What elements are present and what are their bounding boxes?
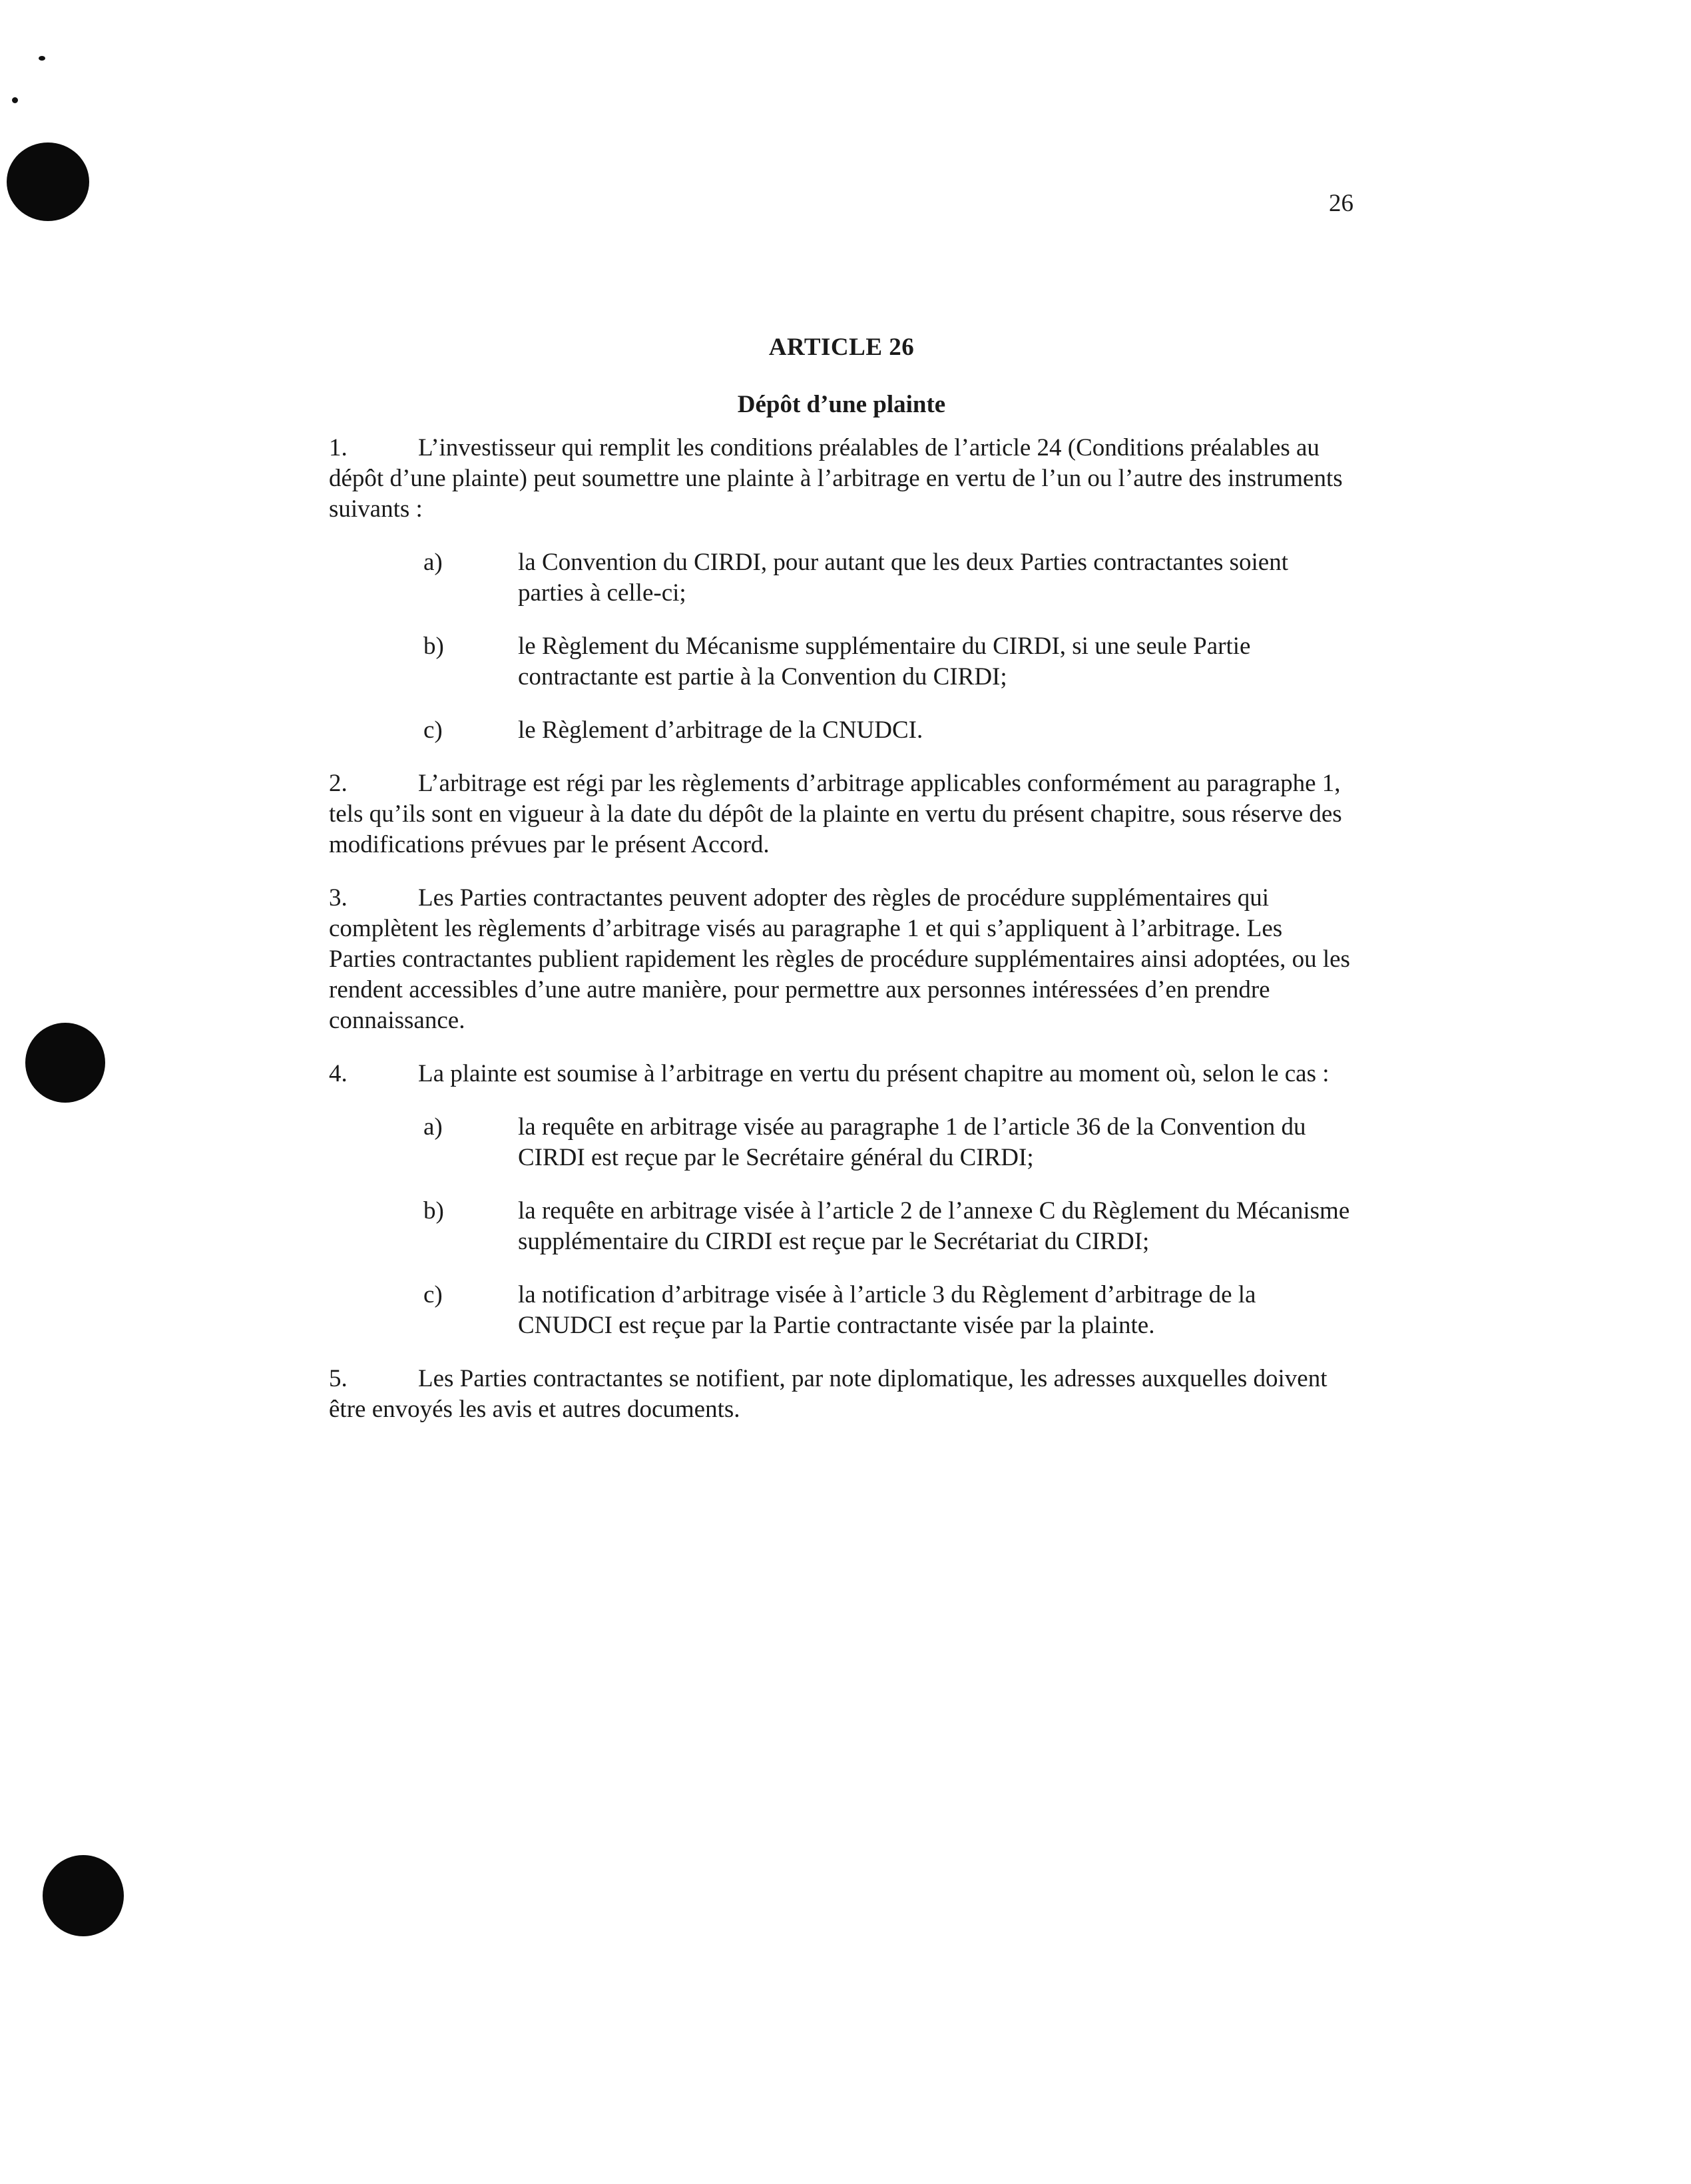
article-title: ARTICLE 26 [768, 334, 915, 361]
list-item [329, 1280, 1354, 1341]
paragraph-4-items [329, 1112, 1354, 1341]
list-item [329, 547, 1354, 609]
item-marker: b) [423, 1197, 444, 1225]
scan-speck [12, 97, 18, 103]
item-marker: a) [423, 1113, 443, 1141]
paragraph-3 [329, 883, 1354, 1036]
paragraph-text: L’arbitrage est régi par les règlements d’arbitrage applicables conformément au paragraphe 1, tels qu’ils sont en vigueur à la date du dépôt de la plainte en vertu du présent chapitre, sous réserve des modifications prévues par le présent Accord. [329, 770, 1342, 858]
document-body [329, 333, 1354, 1448]
item-text: le Règlement du Mécanisme supplémentaire du CIRDI, si une seule Partie contractante est partie à la Convention du CIRDI; [518, 633, 1251, 690]
paragraph-text: L’investisseur qui remplit les conditions préalables de l’article 24 (Conditions préalables au dépôt d’une plainte) peut soumettre une plainte à l’arbitrage en vertu de l’un ou l’autre des instruments suivants : [329, 434, 1343, 523]
article-subtitle: Dépôt d’une plainte [737, 391, 946, 418]
punch-hole-bottom [43, 1855, 124, 1936]
list-item [329, 1196, 1354, 1257]
paragraph-number: 4. [329, 1060, 348, 1087]
paragraph-number: 1. [329, 434, 348, 461]
item-marker: a) [423, 549, 443, 576]
paragraph-text: Les Parties contractantes se notifient, par note diplomatique, les adresses auxquelles doivent être envoyés les avis et autres documents. [329, 1365, 1328, 1423]
item-marker: c) [423, 716, 443, 744]
paragraph-1-items [329, 547, 1354, 746]
paragraph-text: La plainte est soumise à l’arbitrage en vertu du présent chapitre au moment où, selon le cas : [418, 1060, 1329, 1087]
paragraph-4 [329, 1059, 1354, 1089]
item-marker: c) [423, 1281, 443, 1308]
list-item [329, 715, 1354, 746]
paragraph-2 [329, 768, 1354, 860]
item-marker: b) [423, 633, 444, 660]
paragraph-number: 5. [329, 1365, 348, 1392]
paragraph-text: Les Parties contractantes peuvent adopter des règles de procédure supplémentaires qui complètent les règlements d’arbitrage visés au paragraphe 1 et qui s’appliquent à l’arbitrage. Les Parties contractantes publient rapidement les règles de procédure supplémentaires ainsi adoptées, ou les rendent accessibles d’une autre manière, pour permettre aux personnes intéressées d’en prendre connaissance. [329, 884, 1350, 1034]
item-text: la requête en arbitrage visée à l’article 2 de l’annexe C du Règlement du Mécanisme supplémentaire du CIRDI est reçue par le Secrétariat du CIRDI; [518, 1197, 1350, 1255]
item-text: la Convention du CIRDI, pour autant que les deux Parties contractantes soient parties à celle-ci; [518, 549, 1289, 607]
page-number: 26 [1329, 190, 1353, 217]
paragraph-number: 2. [329, 770, 348, 797]
list-item [329, 1112, 1354, 1173]
scan-speck [39, 56, 45, 61]
punch-hole-top [7, 142, 89, 221]
paragraph-number: 3. [329, 884, 348, 912]
paragraph-5 [329, 1364, 1354, 1425]
paragraph-1 [329, 433, 1354, 525]
item-text: la requête en arbitrage visée au paragraphe 1 de l’article 36 de la Convention du CIRDI est reçue par le Secrétaire général du CIRDI; [518, 1113, 1306, 1171]
list-item [329, 631, 1354, 692]
item-text: la notification d’arbitrage visée à l’article 3 du Règlement d’arbitrage de la CNUDCI est reçue par la Partie contractante visée par la plainte. [518, 1281, 1256, 1339]
punch-hole-middle [25, 1023, 105, 1103]
item-text: le Règlement d’arbitrage de la CNUDCI. [518, 716, 923, 744]
